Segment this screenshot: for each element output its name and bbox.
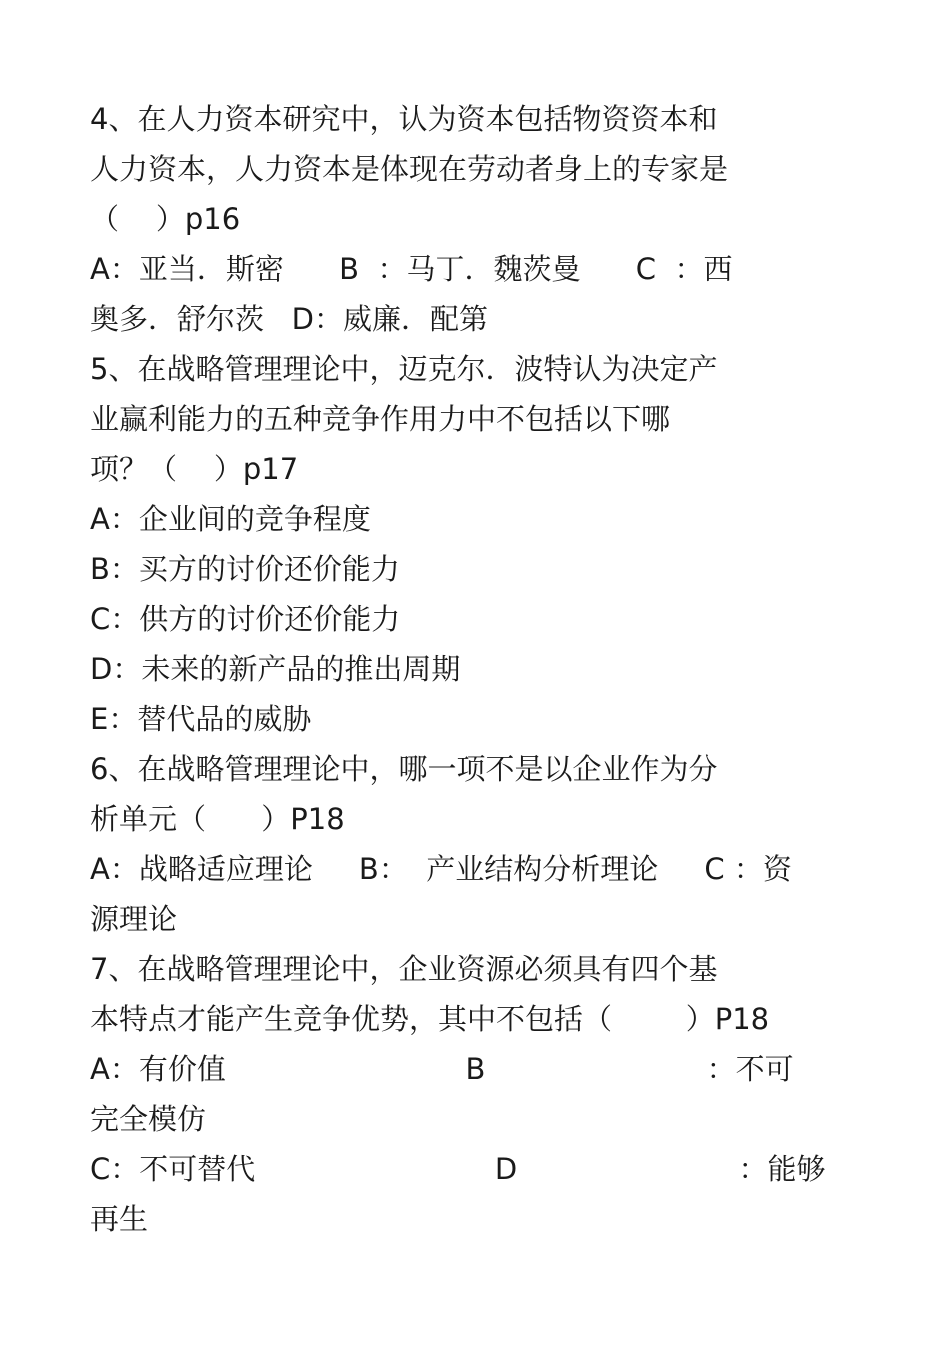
q5-option-c: C：供方的讨价还价能力	[90, 602, 401, 636]
q6-options-line-2: 源理论	[90, 902, 178, 936]
q4-options-line-1: A：亚当．斯密 B ：马丁．魏茨曼 C ：西	[90, 252, 733, 286]
q4-stem-line-1: 4、在人力资本研究中，认为资本包括物资资本和	[90, 102, 718, 136]
q5-option-a: A：企业间的竞争程度	[90, 502, 371, 536]
q6-options-line-1: A：战略适应理论 B： 产业结构分析理论 C ：资	[90, 852, 792, 886]
q7-options-line-2: 完全模仿	[90, 1102, 207, 1136]
q6-stem-line-1: 6、在战略管理理论中，哪一项不是以企业作为分	[90, 752, 718, 786]
q6-stem-line-2: 析单元（ ）P18	[90, 802, 345, 836]
q4-stem-line-2: 人力资本，人力资本是体现在劳动者身上的专家是	[90, 152, 729, 186]
q5-option-b: B：买方的讨价还价能力	[90, 552, 400, 586]
q5-stem-line-3: 项？（ ）p17	[90, 452, 299, 486]
q7-options-line-3: C：不可替代 D ：能够	[90, 1152, 826, 1186]
q5-option-e: E：替代品的威胁	[90, 702, 312, 736]
q4-stem-line-3: （ ）p16	[90, 202, 241, 236]
q5-option-d: D：未来的新产品的推出周期	[90, 652, 461, 686]
q7-stem-line-1: 7、在战略管理理论中，企业资源必须具有四个基	[90, 952, 718, 986]
q5-stem-line-2: 业赢利能力的五种竞争作用力中不包括以下哪	[90, 402, 671, 436]
q7-options-line-4: 再生	[90, 1202, 149, 1236]
q7-options-line-1: A：有价值 B ：不可	[90, 1052, 794, 1086]
q7-stem-line-2: 本特点才能产生竞争优势，其中不包括（ ）P18	[90, 1002, 770, 1036]
q5-stem-line-1: 5、在战略管理理论中，迈克尔．波特认为决定产	[90, 352, 718, 386]
q4-options-line-2: 奥多．舒尔茨 D：威廉．配第	[90, 302, 488, 336]
